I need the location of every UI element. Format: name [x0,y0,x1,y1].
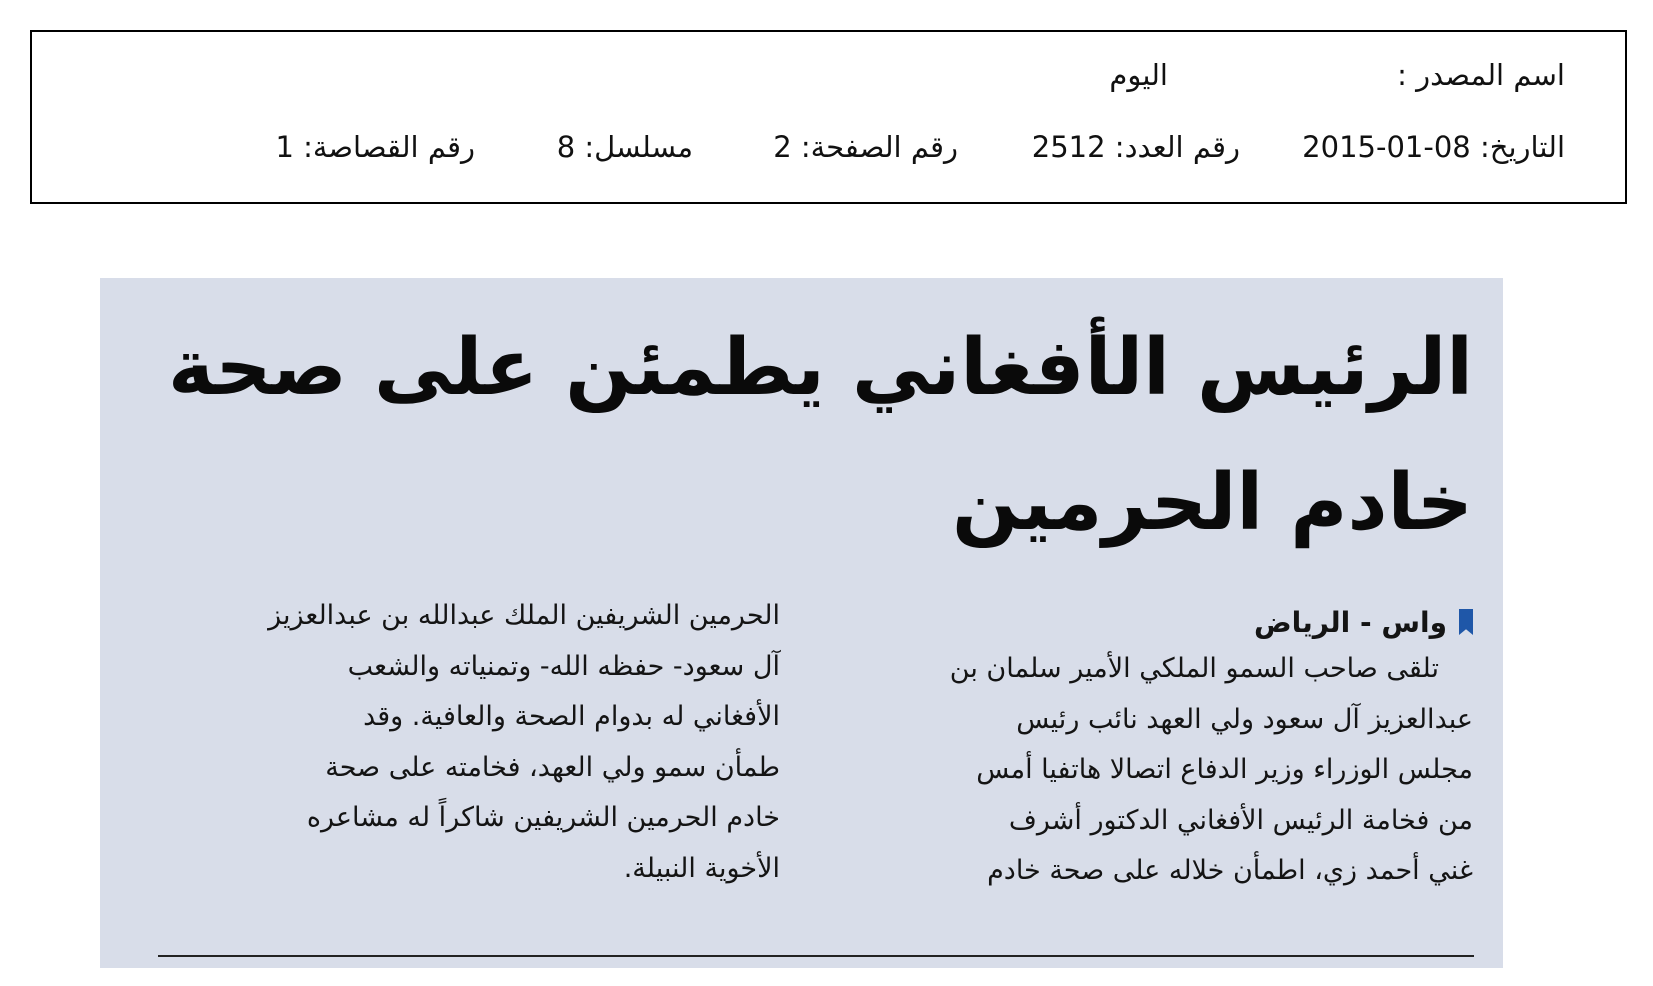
page-number: رقم الصفحة: 2 [773,130,958,164]
body-line: طمأن سمو ولي العهد، فخامته على صحة [325,751,780,783]
left-column [148,591,780,894]
body-line: آل سعود- حفظه الله- وتمنياته والشعب [347,650,780,682]
bookmark-icon [1459,609,1473,635]
headline-line-2: خادم الحرمين [952,458,1473,548]
body-line: مجلس الوزراء وزير الدفاع اتصالا هاتفيا أمس [976,754,1473,785]
headline-line-1: الرئيس الأفغاني يطمئن على صحة [168,323,1473,413]
byline-text: واس - الرياض [1254,606,1447,639]
issue-number: رقم العدد: 2512 [1031,130,1240,164]
clipping-metadata-box [30,30,1627,204]
source-label: اسم المصدر : [1397,58,1565,92]
source-value: اليوم [1109,58,1168,92]
right-column [841,644,1473,897]
body-line: من فخامة الرئيس الأفغاني الدكتور أشرف [1008,804,1473,836]
body-line: الحرمين الشريفين الملك عبدالله بن عبدالعزيز [268,600,780,631]
body-line: الأخوية النبيلة. [623,852,780,884]
body-line: الأفغاني له بدوام الصحة والعافية. وقد [363,701,780,732]
clip-number: رقم القصاصة: 1 [275,130,475,164]
body-line: عبدالعزيز آل سعود ولي العهد نائب رئيس [1016,703,1473,735]
date-field: التاريخ: 08-01-2015 [1302,130,1565,164]
body-line: تلقى صاحب السمو الملكي الأمير سلمان بن [949,653,1439,684]
article-end-rule [158,955,1474,957]
article-clipping [100,278,1503,968]
serial-number: مسلسل: 8 [556,130,693,164]
body-line: خادم الحرمين الشريفين شاكراً له مشاعره [306,802,780,833]
byline [1254,606,1473,639]
body-line: غني أحمد زي، اطمأن خلاله على صحة خادم [987,855,1473,886]
